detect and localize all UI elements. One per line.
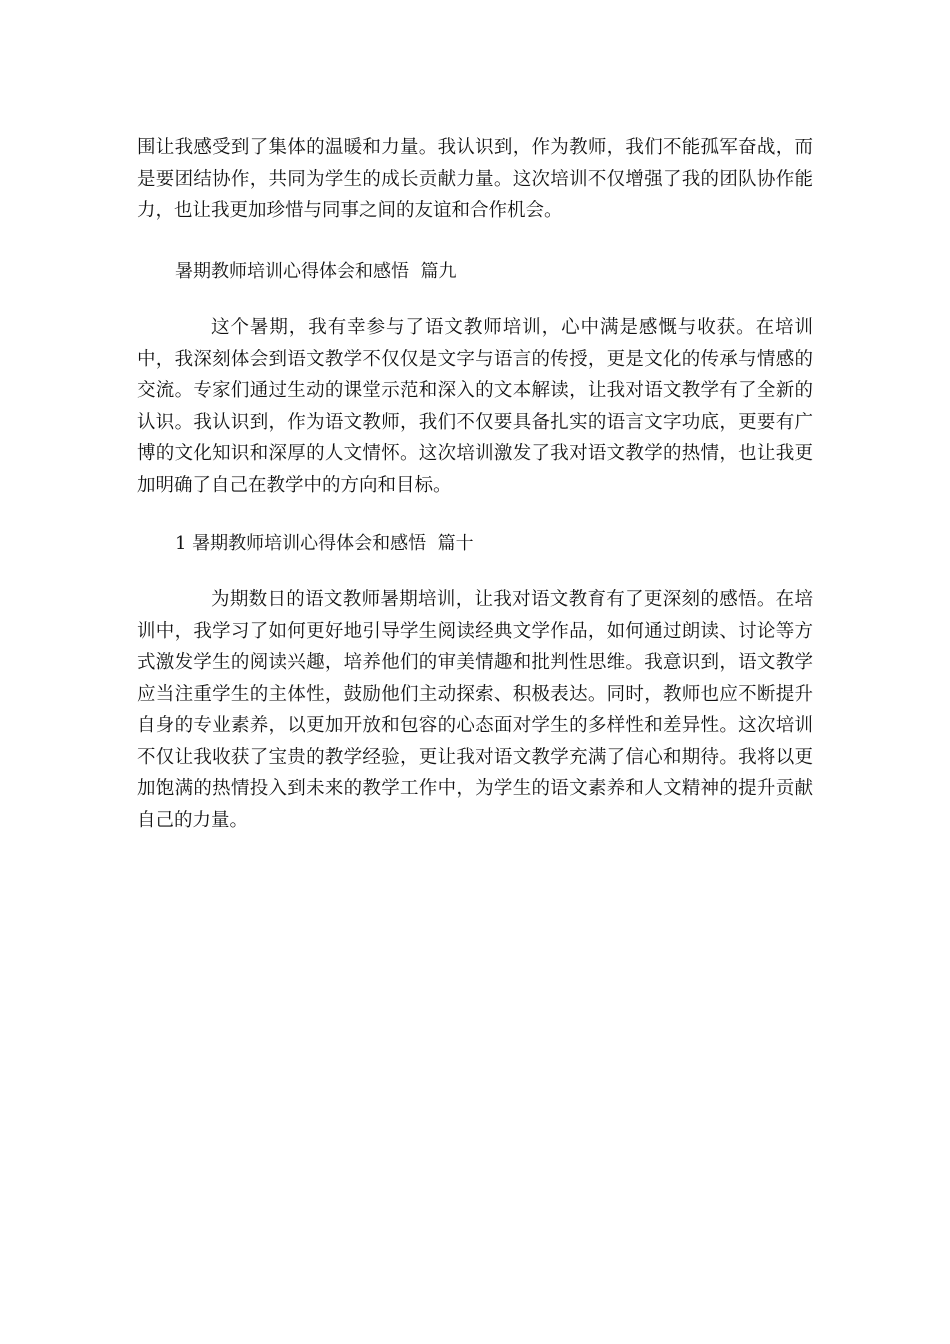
continued-paragraph: 围让我感受到了集体的温暖和力量。我认识到，作为教师，我们不能孤军奋战，而是要团结协作，共同为学生的成长贡献力量。这次培训不仅增强了我的团队协作能力，也让我更加珍惜与同事之间的友谊和合作机会。 [137,137,813,221]
section-paragraph-9: 这个暑期，我有幸参与了语文教师培训，心中满是感慨与收获。在培训中，我深刻体会到语文教学不仅仅是文字与语言的传授，更是文化的传承与情感的交流。专家们通过生动的课堂示范和深入的文本解读，让我对语文教学有了全新的认识。我认识到，作为语文教师，我们不仅要具备扎实的语言文字功底，更要有广博的文化知识和深厚的人文情怀。这次培训激发了我对语文教学的热情，也让我更加明确了自己在教学中的方向和目标。 [137,317,813,496]
section-paragraph-10: 为期数日的语文教师暑期培训，让我对语文教育有了更深刻的感悟。在培训中，我学习了如何更好地引导学生阅读经典文学作品，如何通过朗读、讨论等方式激发学生的阅读兴趣，培养他们的审美情趣和批判性思维。我意识到，语文教学应当注重学生的主体性，鼓励他们主动探索、积极表达。同时，教师也应不断提升自身的专业素养，以更加开放和包容的心态面对学生的多样性和差异性。这次培训不仅让我收获了宝贵的教学经验，更让我对语文教学充满了信心和期待。我将以更加饱满的热情投入到未来的教学工作中，为学生的语文素养和人文精神的提升贡献自己的力量。 [137,589,813,831]
section-heading-9: 暑期教师培训心得体会和感悟 篇九 [175,261,457,282]
section-heading-10: 1 暑期教师培训心得体会和感悟 篇十 [175,533,474,554]
